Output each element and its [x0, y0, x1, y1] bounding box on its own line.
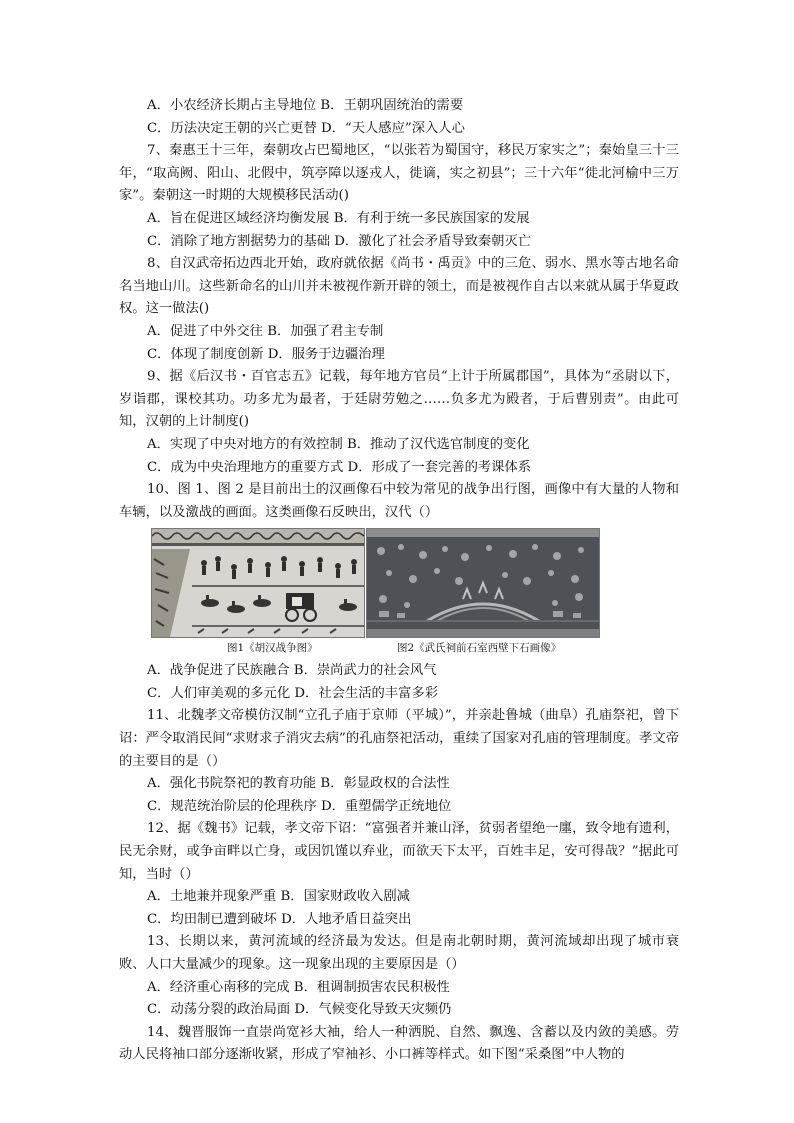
answer-options: A．经济重心南移的完成 B．租调制损害农民积极性: [147, 979, 450, 995]
answer-options: A．实现了中央对地方的有效控制 B．推动了汉代选官制度的变化: [147, 436, 530, 452]
question-stem: 13、长期以来，黄河流域的经济最为发达。但是南北朝时期，黄河流域却出现了城市衰败、人口大量减少的现象。这一现象出现的主要原因是（）: [119, 934, 679, 972]
figure-row: [119, 528, 679, 660]
question-stem: 11、北魏孝文帝模仿汉制“立孔子庙于京师（平城）”，并亲赴鲁城（曲阜）孔庙祭祀，曾下诏：严令取消民间“求财求子消灾去病”的孔庙祭祀活动，重续了国家对孔庙的管理制度。孝文帝的主要目的是（）: [119, 708, 679, 769]
answer-options: C．人们审美观的多元化 D．社会生活的丰富多彩: [147, 685, 438, 701]
answer-options: C．体现了制度创新 D．服务于边疆治理: [147, 346, 385, 362]
answer-options: C．消除了地方割据势力的基础 D．激化了社会矛盾导致秦朝灭亡: [147, 233, 532, 249]
answer-options: A．促进了中外交往 B．加强了君主专制: [147, 323, 384, 339]
answer-options: A．强化书院祭祀的教育功能 B．彰显政权的合法性: [147, 776, 450, 792]
question-stem: 12、据《魏书》记载，孝文帝下诏：“富强者并兼山泽，贫弱者望绝一廛，致令地有遗利，民无余财，或争亩畔以亡身，或因饥馑以弃业，而欲天下太平，百姓丰足，安可得哉？”据此可知，当时（）: [119, 821, 679, 882]
answer-options: C．历法决定王朝的兴亡更替 D．“天人感应”深入人心: [147, 120, 465, 136]
figure-1-image: [151, 528, 365, 638]
answer-options: A．小农经济长期占主导地位 B．王朝巩固统治的需要: [147, 98, 464, 113]
answer-options: A．土地兼并现象严重 B．国家财政收入剧减: [147, 889, 410, 905]
question-stem: 10、图 1、图 2 是目前出土的汉画像石中较为常见的战争出行图，画像中有大量的人物和车辆，以及激战的画面。这类画像石反映出，汉代（）: [119, 482, 679, 520]
question-stem: 9、据《后汉书・百官志五》记载，每年地方官员“上计于所属郡国”，具体为“丞尉以下，岁诣郡，课校其功。功多尤为最者，于廷尉劳勉之……负多尤为殿者，于后曹别责”。由此可知，汉朝的上计制度(): [119, 369, 679, 430]
question-stem: 8、自汉武帝拓边西北开始，政府就依据《尚书・禹贡》中的三危、弱水、黑水等古地名命名当地山川。这些新命名的山川并未被视作新开辟的领土，而是被视作自古以来就从属于华夏政权。这一做法(): [119, 256, 679, 317]
figure-1-caption: 图1《胡汉战争图》: [227, 642, 318, 655]
question-stem: 14、魏晋服饰一直崇尚宽衫大袖，给人一种洒脱、自然、飘逸、含蓄以及内敛的美感。劳动人民将袖口部分逐渐收紧，形成了窄袖衫、小口裤等样式。如下图“采桑图”中人物的: [119, 1024, 679, 1063]
answer-options: C．均田制已遭到破坏 D．人地矛盾日益突出: [147, 911, 412, 927]
question-stem: 7、秦惠王十三年，秦朝攻占巴蜀地区，“以张若为蜀国守，移民万家实之”；秦始皇三十三年，“取高阙、阳山、北假中，筑亭障以逐戎人，徙谪，实之初县”；三十六年“徙北河榆中三万家”。秦朝这一时期的大规模移民活动(): [119, 143, 679, 204]
figure-2-image: [366, 528, 600, 638]
answer-options: A．战争促进了民族融合 B．崇尚武力的社会风气: [147, 663, 437, 679]
answer-options: C．成为中央治理地方的重要方式 D．形成了一套完善的考课体系: [147, 459, 532, 475]
figure-2-caption: 图2《武氏祠前石室西壁下石画像》: [397, 642, 562, 655]
page-content: [119, 95, 679, 1067]
answer-options: A．旨在促进区域经济均衡发展 B．有利于统一多民族国家的发展: [147, 210, 530, 226]
answer-options: C．规范统治阶层的伦理秩序 D．重塑儒学正统地位: [147, 798, 452, 814]
answer-options: C．动荡分裂的政治局面 D．气候变化导致天灾频仍: [147, 1002, 452, 1018]
